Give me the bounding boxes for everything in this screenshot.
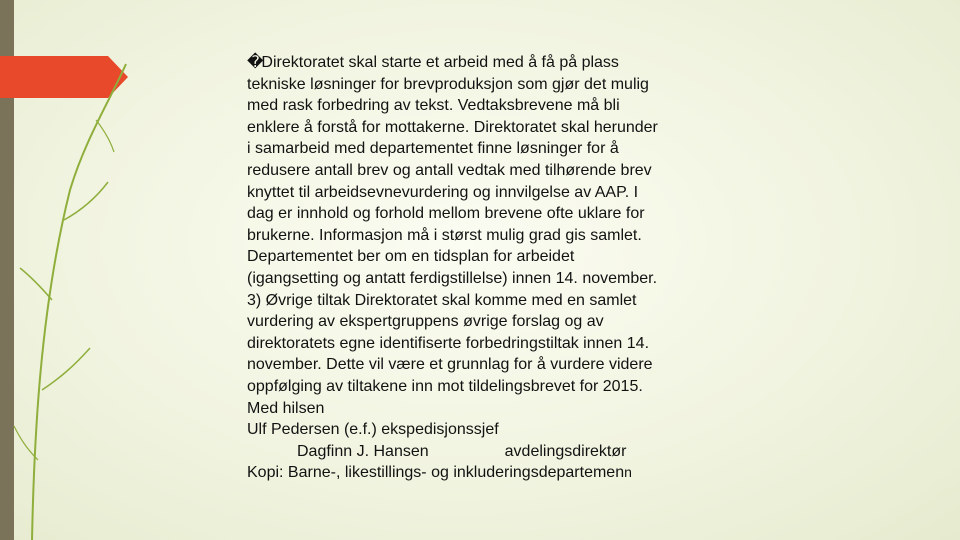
text-line-15: november. Dette vil være et grunnlag for å vurdere videre [247,356,653,374]
text-line-14: direktoratets egne identifiserte forbedringstiltak innen 14. [247,334,650,352]
text-line-11: (igangsetting og antatt ferdigstillelse) innen 14. november. [247,269,658,287]
text-line-13: vurdering av ekspertgruppens øvrige forslag og av [247,313,604,331]
copy-recipients: Kopi: Barne-, likestillings- og inkluderingsdepartemenn [247,464,632,482]
copy-line-tail: n [624,464,632,481]
text-line-8: dag er innhold og forhold mellom brevene ofte uklare for [247,205,645,223]
text-line-4: enklere å forstå for mottakerne. Direktoratet skal herunder [247,118,658,136]
green-vine-decoration [0,60,130,540]
closing-greeting: Med hilsen [247,399,325,417]
text-line-5: i samarbeid med departementet finne løsninger for å [247,140,619,158]
text-line-2: tekniske løsninger for brevproduksjon som gjør det mulig [247,75,649,93]
co-signer-title: avdelingsdirektør [504,442,627,460]
text-line-9: brukerne. Informasjon må i størst mulig grad gis samlet. [247,226,642,244]
text-line-6: redusere antall brev og antall vedtak med tilhørende brev [247,161,652,179]
text-line-7: knyttet til arbeidsevnevurdering og innvilgelse av AAP. I [247,183,639,201]
co-signer-line [247,441,717,463]
text-line-3: med rask forbedring av tekst. Vedtaksbrevene må bli [247,97,620,115]
letter-body [247,52,717,484]
text-line-1: �Direktoratet skal starte et arbeid med å få på plass [247,54,619,71]
bullet-glyph: � [247,54,262,71]
sender-signature: Ulf Pedersen (e.f.) ekspedisjonssjef [247,421,499,439]
co-signer-name: Dagfinn J. Hansen [297,442,429,460]
text-line-16: oppfølging av tiltakene inn mot tildelingsbrevet for 2015. [247,377,643,395]
text-line-12: 3) Øvrige tiltak Direktoratet skal komme med en samlet [247,291,637,309]
text-line-10: Departementet ber om en tidsplan for arbeidet [247,248,575,266]
